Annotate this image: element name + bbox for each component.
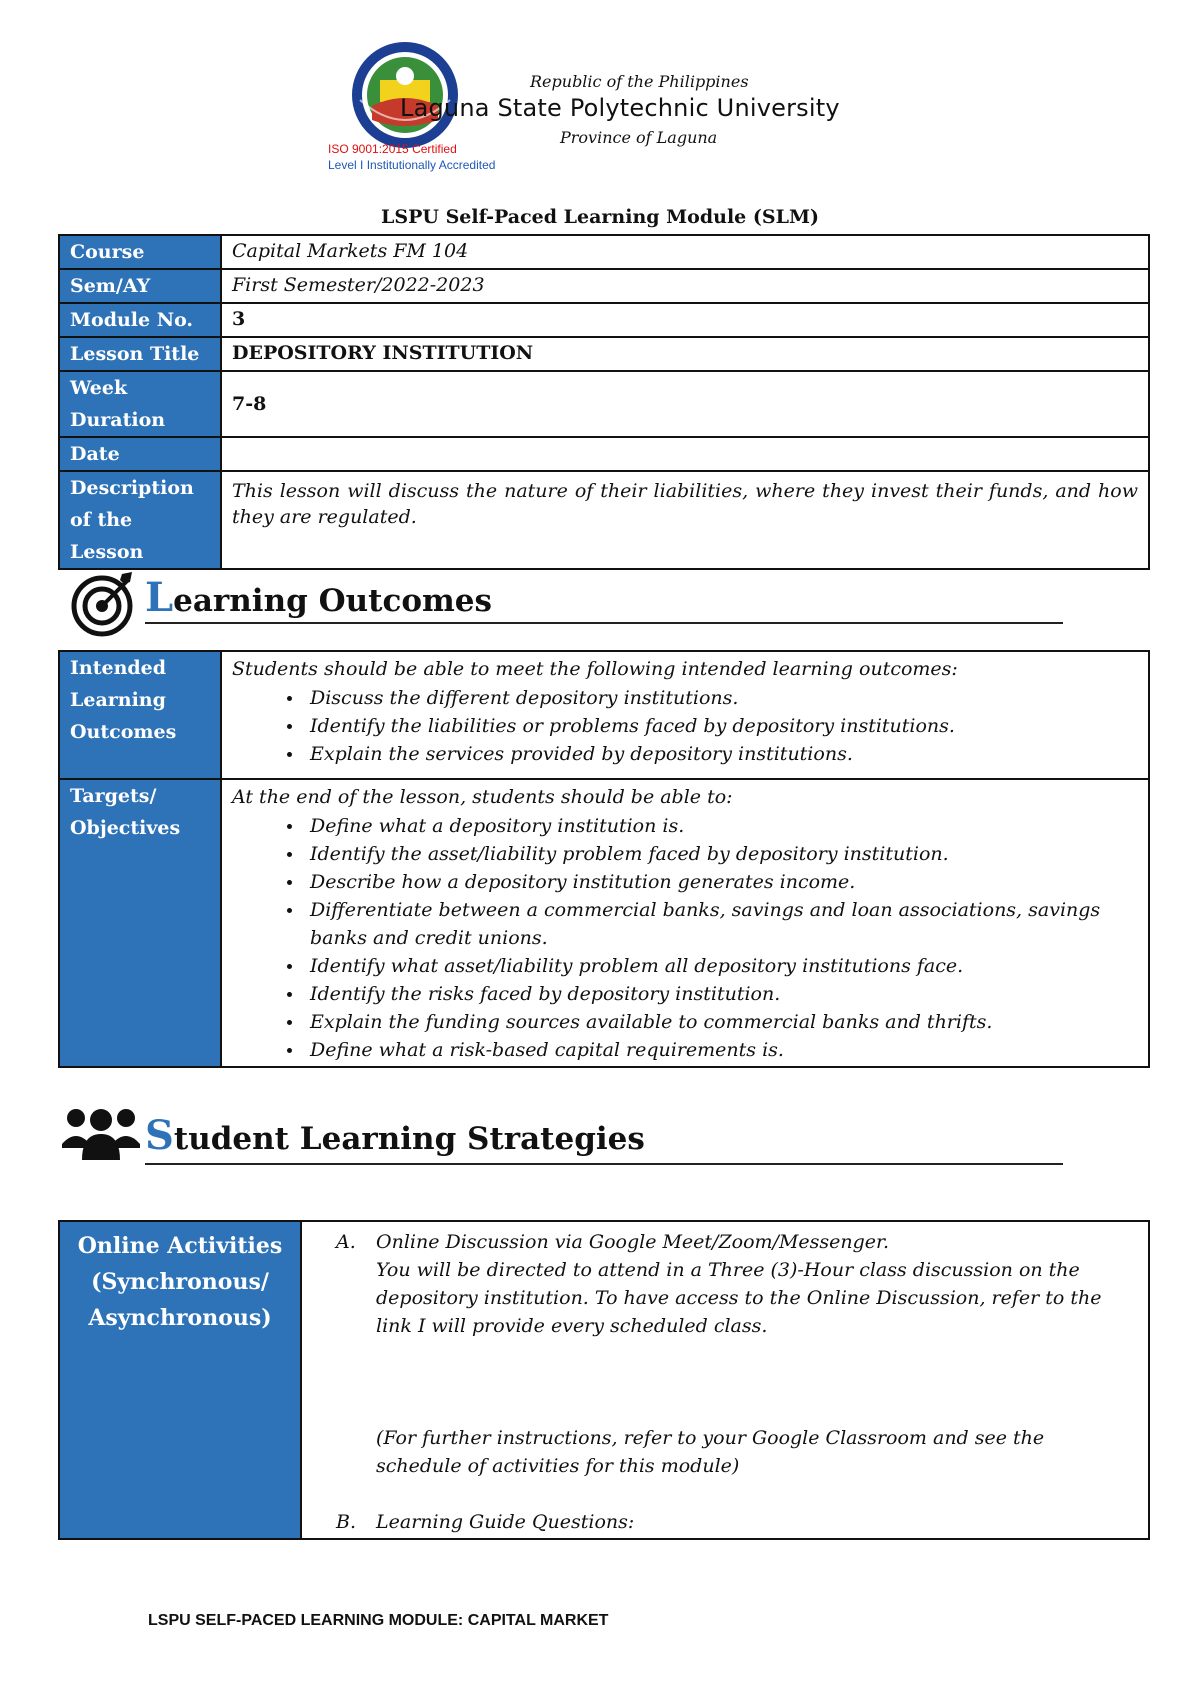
description-label xyxy=(59,471,221,569)
week-label xyxy=(59,371,221,437)
section-divider xyxy=(145,1163,1063,1165)
targets-label-line: Targets/ xyxy=(70,785,157,807)
activity-a-body: You will be directed to attend in a Three (3)-Hour class discussion on the depository institution. To have access to the Online Discussion, refer to the link I will provide every scheduled class. xyxy=(376,1259,1102,1337)
course-label: Course xyxy=(59,235,221,269)
lesson-value: DEPOSITORY INSTITUTION xyxy=(221,337,1149,371)
activity-a-note: (For further instructions, refer to your Google Classroom and see the schedule of activities for this module) xyxy=(376,1427,1045,1477)
list-item: • Define what a depository institution is. xyxy=(304,812,1138,840)
list-item: • Identify the liabilities or problems faced by depository institutions. xyxy=(304,712,1138,740)
target-icon xyxy=(70,568,140,638)
activity-a-content xyxy=(376,1228,1128,1480)
table-row xyxy=(59,437,1149,471)
table-row xyxy=(59,269,1149,303)
table-row xyxy=(59,779,1149,1067)
list-item: • Explain the funding sources available to commercial banks and thrifts. xyxy=(304,1008,1138,1036)
online-activities-label xyxy=(59,1221,301,1539)
week-label-line: Duration xyxy=(70,409,166,431)
intended-outcomes-cell xyxy=(221,651,1149,779)
intended-label-line: Learning xyxy=(70,689,166,711)
intended-label-line: Outcomes xyxy=(70,721,177,743)
activity-a xyxy=(336,1228,1128,1480)
activity-letter: A. xyxy=(336,1231,356,1253)
targets-list xyxy=(232,812,1138,1064)
intended-list xyxy=(232,684,1138,768)
table-row xyxy=(59,651,1149,779)
targets-cell xyxy=(221,779,1149,1067)
targets-label xyxy=(59,779,221,1067)
republic-text: Republic of the Philippines xyxy=(530,72,749,91)
module-value: 3 xyxy=(221,303,1149,337)
table-row xyxy=(59,1221,1149,1539)
student-strategies-heading xyxy=(145,1112,645,1159)
accreditation-text: Level I Institutionally Accredited xyxy=(328,158,496,172)
week-value: 7-8 xyxy=(221,371,1149,437)
activity-letter: B. xyxy=(336,1511,357,1533)
list-item: • Identify what asset/liability problem all depository institutions face. xyxy=(304,952,1138,980)
week-label-line: Week xyxy=(70,377,128,399)
list-item: • Discuss the different depository institutions. xyxy=(304,684,1138,712)
sem-label: Sem/AY xyxy=(59,269,221,303)
list-item: • Explain the services provided by depository institutions. xyxy=(304,740,1138,768)
table-row xyxy=(59,371,1149,437)
heading-initial: L xyxy=(145,574,174,621)
sem-value: First Semester/2022-2023 xyxy=(221,269,1149,303)
online-label-line: (Synchronous/ xyxy=(91,1269,269,1295)
group-icon xyxy=(62,1104,140,1160)
iso-certification: ISO 9001:2015 Certified xyxy=(328,142,457,156)
date-value xyxy=(221,437,1149,471)
section-divider xyxy=(145,622,1063,624)
activity-b xyxy=(336,1508,1128,1536)
heading-rest: tudent Learning Strategies xyxy=(173,1121,645,1157)
page-footer: LSPU SELF-PACED LEARNING MODULE: CAPITAL MARKET xyxy=(148,1612,609,1629)
table-row xyxy=(59,303,1149,337)
course-value: Capital Markets FM 104 xyxy=(221,235,1149,269)
description-label-line: Lesson xyxy=(70,541,144,563)
online-label-line: Online Activities xyxy=(77,1233,283,1259)
date-label: Date xyxy=(59,437,221,471)
lesson-label: Lesson Title xyxy=(59,337,221,371)
intended-label xyxy=(59,651,221,779)
targets-label-line: Objectives xyxy=(70,817,181,839)
table-row xyxy=(59,471,1149,569)
province-text: Province of Laguna xyxy=(560,128,718,147)
online-activities-cell xyxy=(301,1221,1149,1539)
module-label: Module No. xyxy=(59,303,221,337)
online-label-line: Asynchronous) xyxy=(88,1305,272,1331)
activity-a-title: Online Discussion via Google Meet/Zoom/Messenger. xyxy=(376,1231,890,1253)
list-item: • Identify the risks faced by depository institution. xyxy=(304,980,1138,1008)
description-label-line: of the xyxy=(70,509,133,531)
targets-intro: At the end of the lesson, students should be able to: xyxy=(232,786,733,808)
module-title: LSPU Self-Paced Learning Module (SLM) xyxy=(381,206,819,228)
learning-outcomes-heading xyxy=(145,574,492,621)
heading-rest: earning Outcomes xyxy=(173,583,492,619)
intended-intro: Students should be able to meet the following intended learning outcomes: xyxy=(232,658,958,680)
strategies-table xyxy=(58,1220,1150,1540)
list-item: • Define what a risk-based capital requirements is. xyxy=(304,1036,1138,1064)
list-item: • Identify the asset/liability problem faced by depository institution. xyxy=(304,840,1138,868)
module-info-table xyxy=(58,234,1150,570)
table-row xyxy=(59,337,1149,371)
university-name: Laguna State Polytechnic University xyxy=(400,94,840,122)
list-item: • Describe how a depository institution generates income. xyxy=(304,868,1138,896)
learning-outcomes-table xyxy=(58,650,1150,1068)
description-label-line: Description xyxy=(70,477,194,499)
heading-initial: S xyxy=(145,1112,174,1159)
activity-b-title: Learning Guide Questions: xyxy=(376,1511,635,1533)
table-row xyxy=(59,235,1149,269)
list-item: • Differentiate between a commercial banks, savings and loan associations, savings banks and credit unions. xyxy=(304,896,1138,952)
intended-label-line: Intended xyxy=(70,657,167,679)
description-value: This lesson will discuss the nature of their liabilities, where they invest their funds, and how they are regulated. xyxy=(221,471,1149,569)
